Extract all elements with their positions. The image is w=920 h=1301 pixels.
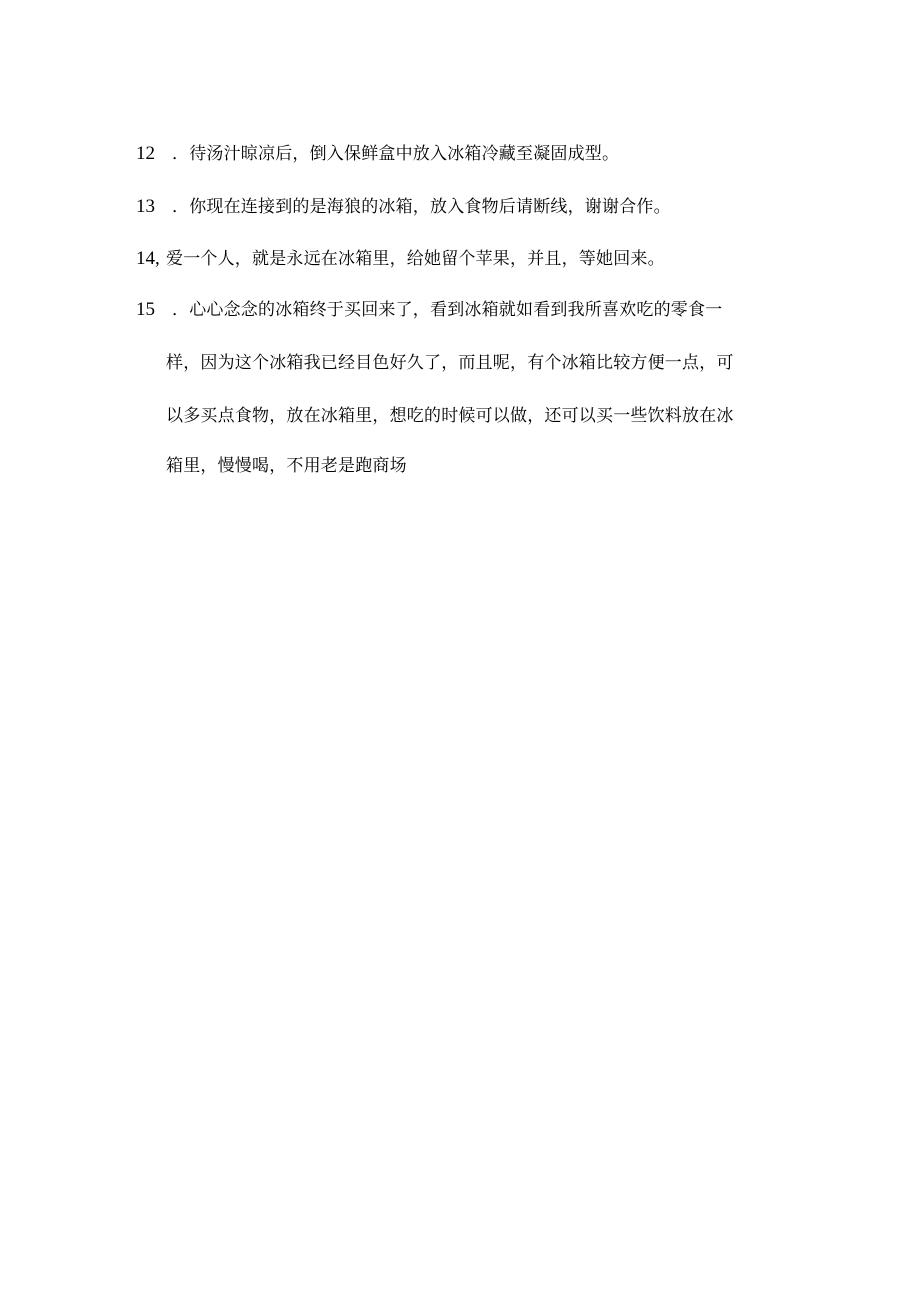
item-text-line: ．心心念念的冰箱终于买回来了，看到冰箱就如看到我所喜欢吃的零食一	[172, 300, 723, 320]
item-text-line: ．你现在连接到的是海狼的冰箱，放入食物后请断线，谢谢合作。	[172, 197, 671, 217]
item-number: 13	[136, 196, 155, 217]
item-number: 14,	[136, 248, 160, 269]
item-number: 12	[136, 143, 155, 164]
item-text-line: 样，因为这个冰箱我已经目色好久了，而且呢，有个冰箱比较方便一点，可	[166, 353, 734, 373]
item-number: 15	[136, 299, 155, 320]
item-text-line: 爱一个人，就是永远在冰箱里，给她留个苹果，并且，等她回来。	[166, 249, 665, 269]
item-text-line: ．待汤汁晾凉后，倒入保鲜盒中放入冰箱冷藏至凝固成型。	[172, 144, 620, 164]
item-text-line: 以多买点食物，放在冰箱里，想吃的时候可以做，还可以买一些饮料放在冰	[166, 406, 734, 426]
item-text-line: 箱里，慢慢喝，不用老是跑商场	[166, 456, 407, 476]
